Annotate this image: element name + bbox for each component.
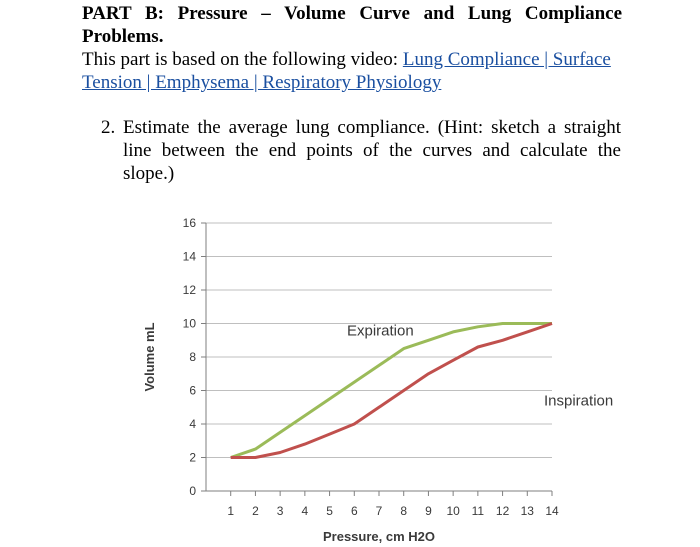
y-tick-label: 10 (182, 316, 196, 331)
x-tick-label: 1 (227, 504, 235, 518)
intro-paragraph (82, 48, 622, 94)
intro-text: This part is based on the following video: (82, 49, 403, 70)
question-text: Estimate the average lung compliance. (Hint: sketch a straight line between the end points of the curves and calculate the slope.) (123, 117, 621, 184)
series-label-expiration: Expiration (347, 322, 414, 340)
y-tick-label: 14 (182, 249, 196, 264)
x-tick-label: 3 (276, 504, 284, 518)
x-tick-label: 2 (252, 504, 259, 518)
x-tick-label: 14 (545, 504, 559, 518)
question-2 (101, 116, 621, 185)
video-link[interactable]: Lung Compliance | Surface Tension | Emphysema | Respiratory Physiology (82, 49, 611, 93)
part-title: PART B: Pressure – Volume Curve and Lung Compliance Problems. (82, 3, 622, 47)
x-tick-label: 9 (425, 504, 432, 518)
y-axis-label: Volume mL (142, 322, 157, 392)
x-tick-label: 12 (495, 504, 510, 518)
chart-series-labels (347, 323, 613, 410)
y-tick-label: 8 (189, 350, 196, 364)
question-number: 2. (101, 117, 116, 138)
x-tick-label: 13 (520, 504, 534, 518)
y-tick-label: 6 (189, 383, 196, 398)
x-tick-label: 5 (326, 504, 333, 518)
y-tick-label: 4 (189, 417, 196, 431)
x-axis-label: Pressure, cm H2O (322, 529, 436, 544)
x-tick-label: 7 (375, 504, 383, 518)
pressure-volume-chart (130, 205, 630, 545)
document-header (82, 2, 622, 94)
y-tick-label: 0 (189, 484, 196, 498)
chart-tick-labels (183, 216, 559, 518)
x-tick-label: 11 (471, 504, 485, 518)
x-tick-label: 4 (301, 504, 309, 518)
x-tick-label: 8 (400, 504, 408, 518)
series-label-inspiration: Inspiration (544, 392, 614, 410)
y-tick-label: 16 (182, 216, 196, 230)
x-tick-label: 10 (446, 504, 460, 518)
y-tick-label: 2 (189, 450, 196, 465)
x-tick-label: 6 (350, 504, 358, 518)
y-tick-label: 12 (182, 283, 196, 297)
chart-axes (201, 223, 552, 496)
